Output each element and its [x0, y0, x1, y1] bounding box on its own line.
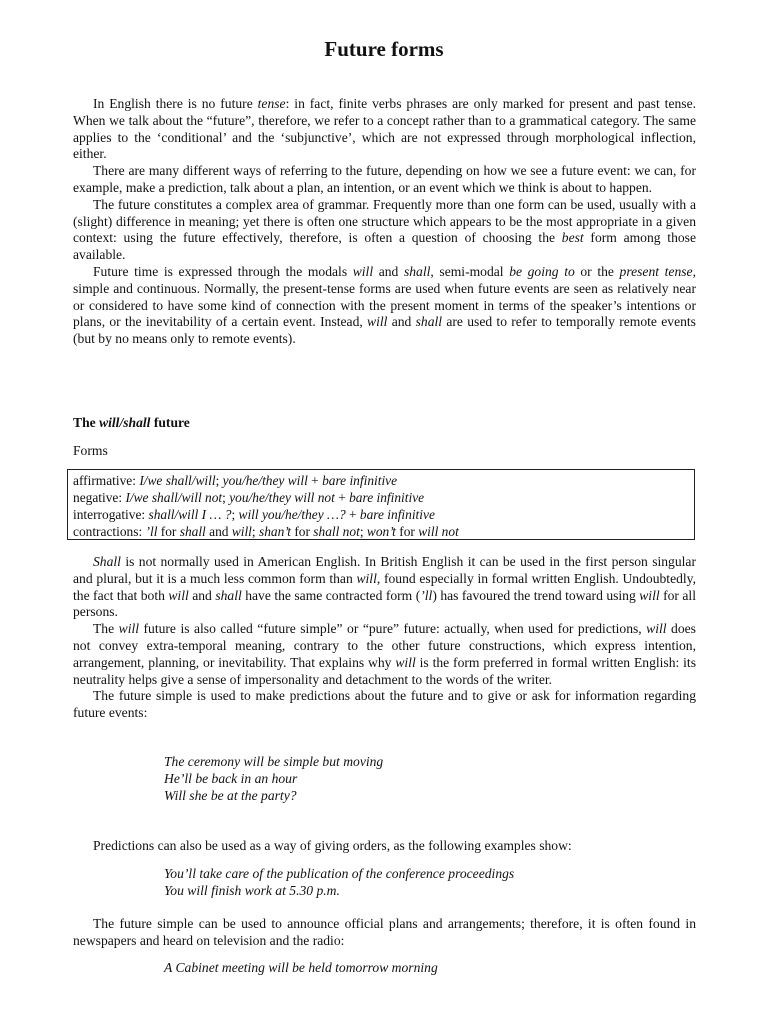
text: affirmative: [73, 473, 140, 488]
text: does not convey extra-temporal meaning, contrary to the other future constructions, which express intention, arrangement, planning, or inevitability. That explains why [73, 621, 696, 670]
text-italic: will not [418, 524, 459, 539]
text-italic: be going to [509, 263, 575, 279]
text-italic: ’ll [145, 524, 158, 539]
text: ; [222, 490, 230, 505]
text: future is also called “future simple” or “pure” future: actually, when used for predictions, [139, 621, 647, 637]
text: is the form preferred in formal written English: its neutrality helps give a sense of impersonality and detachment to the words of the writer. [73, 654, 696, 687]
text-italic: shall [215, 587, 242, 603]
paragraph-1 [73, 96, 696, 163]
text: The [73, 415, 100, 430]
text: future [150, 415, 190, 430]
text-italic: will [639, 587, 660, 603]
text: is not normally used in American English. In British English it can be used in the first person singular and plural, but it is a much less common form than [73, 554, 696, 586]
text: and [373, 263, 404, 279]
text-italic: shall [403, 263, 431, 279]
example-line: You will finish work at 5.30 p.m. [164, 882, 340, 898]
text-italic: shan’t [258, 524, 291, 539]
text: for all persons. [73, 587, 696, 620]
text-italic: Shall [93, 554, 121, 569]
examples-plans [164, 960, 438, 977]
form-interrogative [73, 506, 689, 523]
text-italic: you/he/they will [222, 473, 308, 488]
text: interrogative: [73, 507, 149, 522]
text: or the [574, 263, 620, 279]
text-italic: you/he/they will not [229, 490, 335, 505]
text-italic: bare infinitive [359, 507, 435, 522]
text: ) has favoured the trend toward using [432, 587, 640, 603]
paragraph-4 [73, 264, 696, 348]
text-italic: will [231, 524, 252, 539]
example-line: He’ll be back in an hour [164, 770, 298, 786]
paragraph-8: Predictions can also be used as a way of giving orders, as the following examples show: [93, 838, 572, 853]
paragraph-2: There are many different ways of referring to the future, depending on how we see a future event: we can, for example, make a prediction, talk about a plan, an intention, or an event which we think is about to happen. [73, 163, 696, 195]
text-italic: will [356, 570, 377, 586]
shall-will-section [73, 554, 696, 722]
text: In English there is no future [93, 96, 258, 111]
page-title: Future forms [324, 37, 444, 61]
text: : in fact, finite verbs phrases are only marked for present and past tense. When we talk about the “future”, therefore, we refer to a concept rather than to a grammatical category. The same applies to the ‘conditional’ and the ‘subjunctive’, which are not expressed through morphological inflection, either. [73, 96, 696, 162]
text-italic: shall [179, 524, 206, 539]
paragraph-6 [73, 621, 696, 688]
form-affirmative [73, 472, 689, 489]
text: ; [251, 524, 259, 539]
text: ; [231, 507, 239, 522]
example-line: The ceremony will be simple but moving [164, 754, 384, 769]
text-italic: present tense [619, 263, 693, 279]
text-italic: will [646, 621, 667, 637]
text-italic: bare infinitive [349, 490, 425, 505]
text: The [93, 621, 119, 637]
text: Future time is expressed through the modals [93, 263, 353, 279]
text-italic: shall not [313, 524, 360, 539]
text: negative: [73, 490, 126, 505]
text: + [334, 490, 350, 505]
text-italic: best [561, 230, 584, 246]
text-italic: ’ll [420, 587, 433, 603]
text-italic: shall/will I … ? [148, 507, 232, 522]
text: for [395, 524, 419, 539]
orders-section [73, 838, 696, 855]
text: and [387, 314, 416, 330]
text: and [188, 587, 216, 603]
text-italic: tense [257, 96, 286, 111]
text-italic: I/we shall/will [139, 473, 216, 488]
section-heading [73, 415, 190, 432]
forms-box [67, 469, 695, 540]
text: contractions: [73, 524, 146, 539]
text-italic: will [118, 621, 140, 637]
text: for [157, 524, 180, 539]
text: The future constitutes a complex area of grammar. Frequently more than one form can be used, usually with a (slight) difference in meaning; yet there is often one structure which appears to be the most appropriate in a given context: using the future effectively, therefore, is often a question of choosing the [73, 196, 696, 246]
paragraph-7: The future simple is used to make predictions about the future and to give or ask for information regarding future events: [73, 688, 696, 721]
examples-predictions [164, 754, 383, 804]
paragraph-9: The future simple can be used to announce official plans and arrangements; therefore, it is often found in newspapers and heard on television and the radio: [73, 916, 696, 948]
text: form among those available. [73, 230, 697, 263]
example-line: You’ll take care of the publication of the conference proceedings [164, 866, 515, 881]
text-italic: will [168, 587, 189, 603]
text: ; [359, 524, 367, 539]
paragraph-3 [73, 197, 696, 264]
text: + [345, 507, 360, 522]
text-italic: will [395, 654, 416, 670]
paragraph-5 [73, 554, 696, 621]
plans-section [73, 916, 696, 950]
text: , semi-modal [430, 263, 510, 279]
text-italic: shall [415, 314, 443, 330]
forms-label: Forms [73, 443, 108, 458]
text: + [307, 473, 323, 488]
text: for [290, 524, 314, 539]
text: are used to refer to temporally remote events (but by no means only to remote events). [73, 314, 696, 347]
text: ; [215, 473, 223, 488]
text-italic: I/we shall/will not [125, 490, 223, 505]
text-italic: won’t [366, 524, 396, 539]
example-line: Will she be at the party? [164, 787, 297, 803]
text: have the same contracted form ( [241, 587, 421, 603]
text-italic: will [352, 263, 374, 279]
form-contractions [73, 523, 689, 540]
text: and [205, 524, 232, 539]
intro-section [73, 96, 696, 348]
text-italic: will you/he/they …? [238, 507, 346, 522]
text-italic: will [367, 314, 388, 330]
text-italic: bare infinitive [322, 473, 398, 488]
example-line: A Cabinet meeting will be held tomorrow morning [164, 960, 438, 975]
text: , found especially in formal written English. Undoubtedly, the fact that both [73, 570, 696, 603]
text: , simple and continuous. Normally, the present-tense forms are used when future events are seen as relatively near or considered to have some kind of connection with the present moment in terms of the speaker’s intentions or plans, or the inevitability of a certain event. Instead, [73, 263, 696, 330]
text-italic: will/shall [99, 415, 151, 430]
form-negative [73, 489, 689, 506]
examples-orders [164, 866, 514, 900]
